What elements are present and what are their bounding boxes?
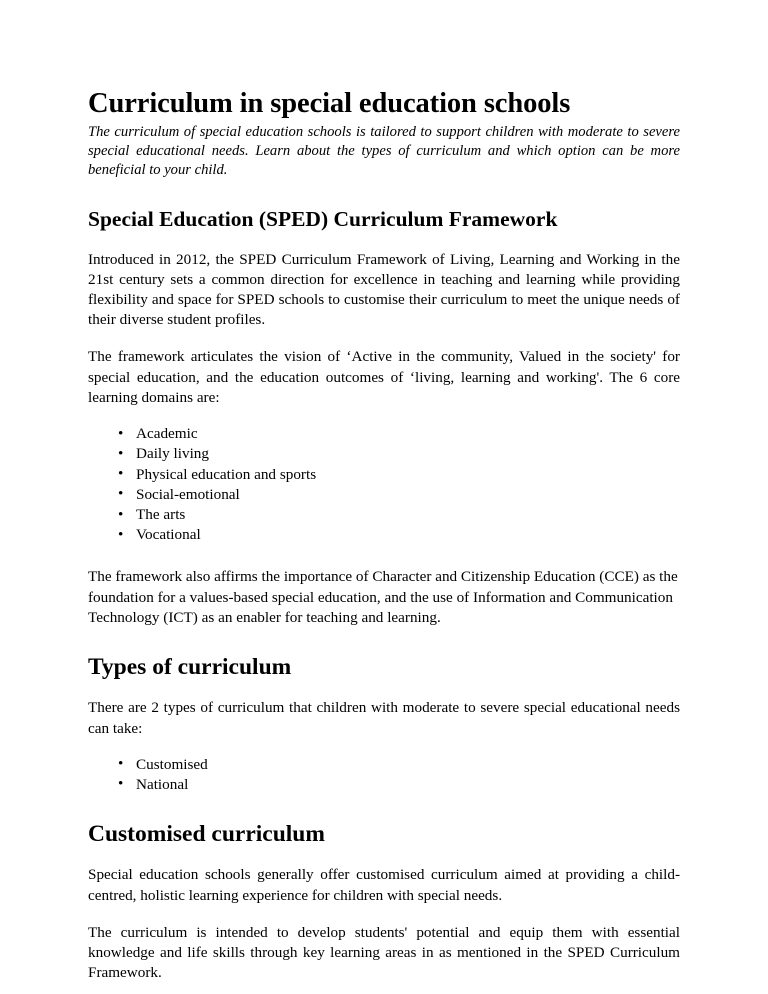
list-item: • Vocational — [88, 525, 680, 545]
list-item: • Daily living — [88, 444, 680, 464]
list-item: • Academic — [88, 424, 680, 444]
list-item: • Customised — [88, 755, 680, 775]
lead-paragraph: The curriculum of special education schools is tailored to support children with moderate to severe special educational needs. Learn about the types of curriculum and which option can be more beneficial to your child. — [88, 123, 680, 178]
list-item: • Physical education and sports — [88, 465, 680, 485]
heading-types-of-curriculum: Types of curriculum — [88, 654, 292, 681]
curriculum-types-list — [88, 755, 680, 795]
framework-paragraph-introduced: Introduced in 2012, the SPED Curriculum Framework of Living, Learning and Working in the 21st century sets a common direction for excellence in teaching and learning while providing flexibility and space for SPED schools to customise their curriculum to meet the unique needs of their diverse student profiles. — [88, 250, 680, 329]
list-item: • Social-emotional — [88, 485, 680, 505]
core-learning-domains-list — [88, 424, 680, 545]
page-title: Curriculum in special education schools — [88, 88, 571, 119]
framework-paragraph-vision: The framework articulates the vision of ‘Active in the community, Valued in the society' for special education, and the education outcomes of ‘living, learning and working'. The 6 core learning domains are: — [88, 348, 680, 406]
heading-customised-curriculum: Customised curriculum — [88, 821, 325, 848]
framework-paragraph-cce-ict: The framework also affirms the importance of Character and Citizenship Education (CCE) as the foundation for a values-based special education, and the use of Information and Communication Technology (ICT) as an enabler for teaching and learning. — [88, 568, 678, 626]
document-content — [88, 88, 680, 983]
list-item: • The arts — [88, 505, 680, 525]
types-paragraph-intro: There are 2 types of curriculum that children with moderate to severe special educational needs can take: — [88, 699, 680, 737]
heading-sped-framework: Special Education (SPED) Curriculum Framework — [88, 206, 558, 231]
list-item: • National — [88, 775, 680, 795]
customised-paragraph-intent: The curriculum is intended to develop students' potential and equip them with essential knowledge and life skills through key learning areas in as mentioned in the SPED Curriculum Framework. — [88, 923, 680, 982]
customised-paragraph-offer: Special education schools generally offer customised curriculum aimed at providing a child-centred, holistic learning experience for children with special needs. — [88, 866, 680, 904]
